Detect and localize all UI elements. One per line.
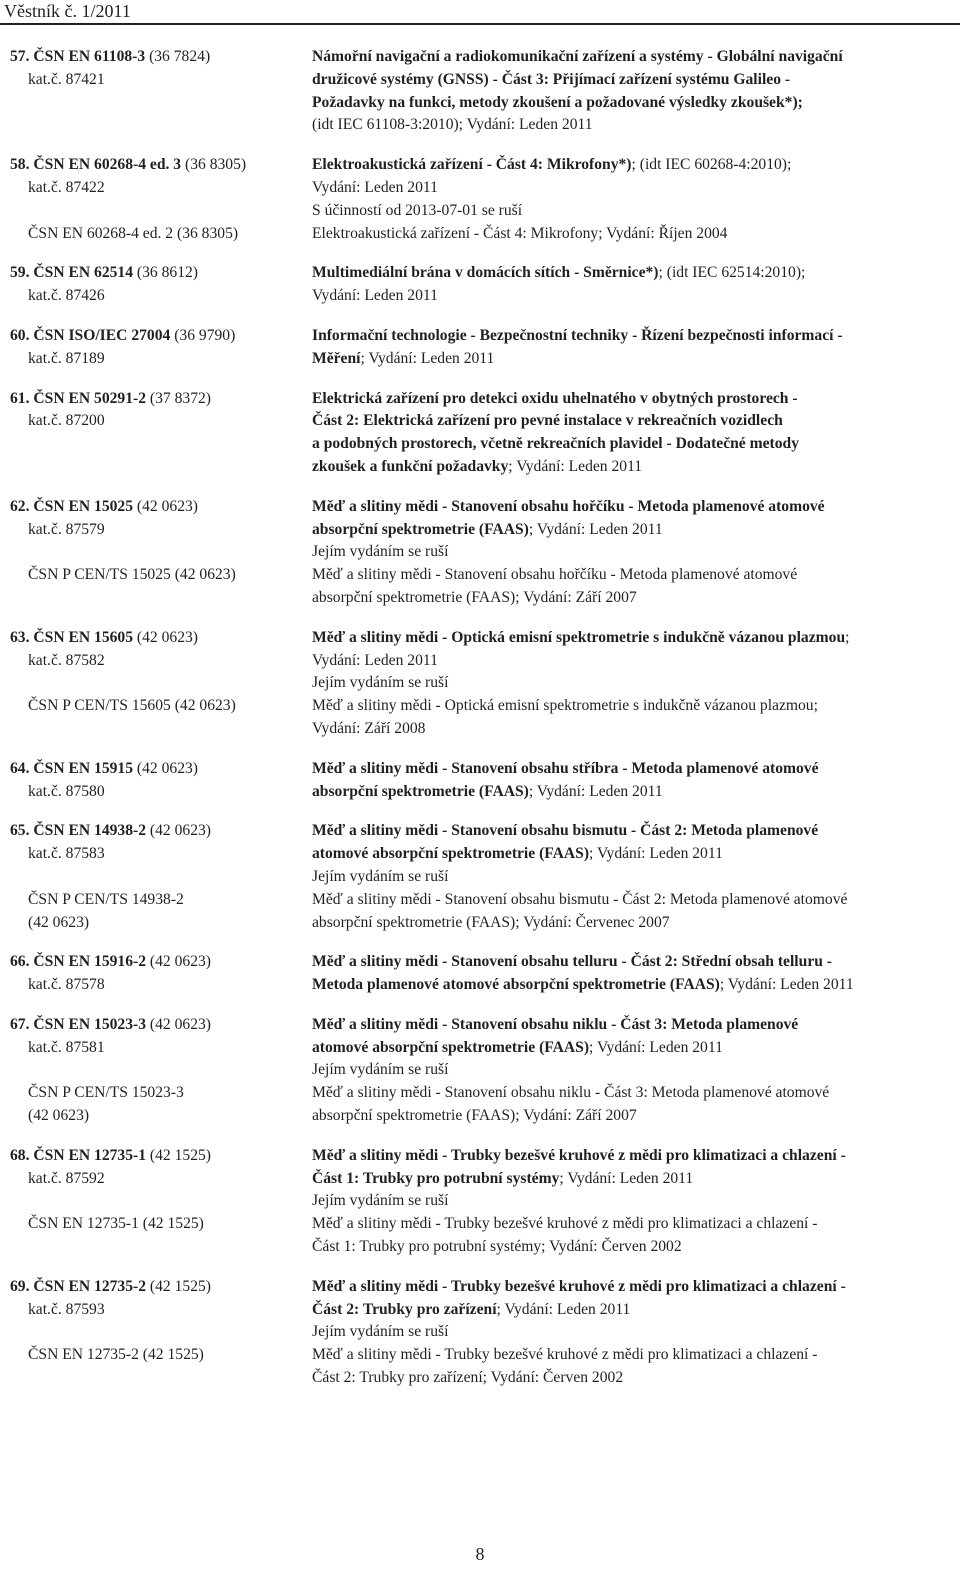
entry-line bbox=[0, 974, 960, 997]
title-rest: Jejím vydáním se ruší bbox=[312, 867, 449, 885]
title-rest: ; (idt IEC 60268-4:2010); bbox=[631, 156, 792, 174]
entry-title bbox=[312, 587, 952, 610]
entry-designation bbox=[0, 46, 312, 69]
entry-designation bbox=[0, 519, 312, 542]
entry-title bbox=[312, 781, 952, 804]
standard-entry bbox=[0, 388, 960, 479]
title-rest: Jejím vydáním se ruší bbox=[312, 543, 449, 561]
entry-designation bbox=[0, 1014, 312, 1037]
title-rest: Jejím vydáním se ruší bbox=[312, 1323, 449, 1341]
designation-rest: (42 1525) bbox=[146, 1277, 211, 1295]
entry-designation bbox=[0, 1037, 312, 1060]
title-bold: absorpční spektrometrie (FAAS) bbox=[312, 520, 529, 538]
title-rest: ; Vydání: Leden 2011 bbox=[508, 457, 643, 475]
designation-rest: kat.č. 87593 bbox=[28, 1300, 105, 1318]
entry-designation bbox=[0, 1299, 312, 1322]
designation-rest: (42 0623) bbox=[146, 953, 211, 971]
entry-designation bbox=[0, 1168, 312, 1191]
entry-designation bbox=[0, 695, 312, 718]
designation-bold: 57. ČSN EN 61108-3 bbox=[10, 48, 146, 65]
designation-rest: kat.č. 87592 bbox=[28, 1169, 105, 1187]
entry-line bbox=[0, 410, 960, 433]
entry-line bbox=[0, 154, 960, 177]
entry-designation bbox=[0, 672, 312, 695]
standard-entry bbox=[0, 1145, 960, 1259]
entry-designation bbox=[0, 889, 312, 912]
designation-rest: ČSN P CEN/TS 15605 (42 0623) bbox=[28, 697, 236, 715]
standard-entry bbox=[0, 820, 960, 934]
designation-bold: 63. ČSN EN 15605 bbox=[10, 628, 134, 646]
designation-rest: (42 0623) bbox=[133, 497, 198, 515]
title-rest: Vydání: Leden 2011 bbox=[312, 651, 438, 669]
entry-title bbox=[312, 1344, 952, 1367]
entry-title bbox=[312, 1236, 952, 1259]
entry-title bbox=[312, 456, 952, 479]
title-bold: Měď a slitiny mědi - Stanovení obsahu niklu - Část 3: Metoda plamenové bbox=[312, 1015, 799, 1033]
title-bold: Část 2: Elektrická zařízení pro pevné instalace v rekreačních vozidlech bbox=[312, 412, 783, 430]
title-rest: S účinností od 2013-07-01 se ruší bbox=[312, 201, 523, 219]
entry-title bbox=[312, 866, 952, 889]
entry-line bbox=[0, 388, 960, 411]
designation-rest: kat.č. 87579 bbox=[28, 520, 105, 538]
title-bold: Elektroakustická zařízení - Část 4: Mikrofony*) bbox=[312, 156, 632, 174]
standard-entry bbox=[0, 496, 960, 610]
title-bold: Měď a slitiny mědi - Stanovení obsahu stříbra - Metoda plamenové atomové bbox=[312, 759, 819, 777]
entry-designation bbox=[0, 325, 312, 348]
title-rest: absorpční spektrometrie (FAAS); Vydání: Září 2007 bbox=[312, 1107, 637, 1125]
designation-bold: 60. ČSN ISO/IEC 27004 bbox=[10, 326, 171, 344]
entry-title bbox=[312, 1213, 952, 1236]
title-rest: Měď a slitiny mědi - Trubky bezešvé kruhové z mědi pro klimatizaci a chlazení - bbox=[312, 1346, 818, 1364]
entry-designation bbox=[0, 1367, 312, 1390]
designation-bold: 68. ČSN EN 12735-1 bbox=[10, 1146, 147, 1164]
standards-list bbox=[0, 46, 960, 1407]
title-rest: ; Vydání: Leden 2011 bbox=[589, 845, 723, 863]
entry-designation bbox=[0, 627, 312, 650]
entry-line bbox=[0, 1168, 960, 1191]
designation-rest: ČSN EN 12735-2 (42 1525) bbox=[28, 1346, 204, 1364]
entry-title bbox=[312, 92, 952, 115]
designation-bold: 59. ČSN EN 62514 bbox=[10, 264, 134, 282]
entry-title bbox=[312, 951, 952, 974]
entry-line bbox=[0, 456, 960, 479]
entry-title bbox=[312, 843, 952, 866]
entry-designation bbox=[0, 587, 312, 610]
entry-designation bbox=[0, 564, 312, 587]
title-bold: Metoda plamenové atomové absorpční spektrometrie (FAAS) bbox=[312, 976, 720, 994]
entry-designation bbox=[0, 974, 312, 997]
entry-line bbox=[0, 519, 960, 542]
entry-title bbox=[312, 388, 952, 411]
entry-title bbox=[312, 1037, 952, 1060]
designation-rest: kat.č. 87200 bbox=[28, 412, 105, 430]
designation-rest: ČSN P CEN/TS 15025 (42 0623) bbox=[28, 566, 236, 584]
entry-designation bbox=[0, 1344, 312, 1367]
entry-designation bbox=[0, 496, 312, 519]
title-rest: ; Vydání: Leden 2011 bbox=[719, 976, 854, 994]
entry-title bbox=[312, 758, 952, 781]
standard-entry bbox=[0, 154, 960, 245]
title-bold: Měď a slitiny mědi - Stanovení obsahu hořčíku - Metoda plamenové atomové bbox=[312, 497, 825, 515]
entry-line bbox=[0, 541, 960, 564]
entry-line bbox=[0, 1367, 960, 1390]
entry-line bbox=[0, 1344, 960, 1367]
title-rest: ; Vydání: Leden 2011 bbox=[589, 1038, 723, 1056]
title-bold: Měď a slitiny mědi - Stanovení obsahu telluru - Část 2: Střední obsah telluru - bbox=[312, 953, 832, 971]
designation-rest: kat.č. 87582 bbox=[28, 651, 105, 669]
page-number: 8 bbox=[475, 1544, 485, 1564]
entry-designation bbox=[0, 820, 312, 843]
designation-bold: 66. ČSN EN 15916-2 bbox=[10, 953, 147, 971]
title-rest: Měď a slitiny mědi - Stanovení obsahu hořčíku - Metoda plamenové atomové bbox=[312, 566, 798, 584]
designation-rest: (36 7824) bbox=[145, 48, 211, 65]
entry-title bbox=[312, 1105, 952, 1128]
title-bold: Požadavky na funkci, metody zkoušení a požadované výsledky zkoušek*); bbox=[312, 93, 803, 111]
entry-line bbox=[0, 672, 960, 695]
entry-line bbox=[0, 627, 960, 650]
designation-rest: (42 1525) bbox=[146, 1146, 211, 1164]
entry-title bbox=[312, 1014, 952, 1037]
entry-title bbox=[312, 1299, 952, 1322]
title-bold: Část 2: Trubky pro zařízení bbox=[312, 1300, 497, 1318]
entry-line bbox=[0, 1190, 960, 1213]
entry-line bbox=[0, 262, 960, 285]
entry-designation bbox=[0, 1236, 312, 1259]
entry-title bbox=[312, 325, 952, 348]
designation-rest: (42 0623) bbox=[28, 913, 90, 931]
entry-designation bbox=[0, 758, 312, 781]
designation-bold: 61. ČSN EN 50291-2 bbox=[10, 389, 147, 407]
designation-rest: ČSN EN 12735-1 (42 1525) bbox=[28, 1215, 204, 1233]
entry-designation bbox=[0, 1190, 312, 1213]
entry-designation bbox=[0, 541, 312, 564]
designation-bold: 64. ČSN EN 15915 bbox=[10, 759, 134, 777]
entry-title bbox=[312, 223, 952, 246]
entry-designation bbox=[0, 223, 312, 246]
title-rest: Část 2: Trubky pro zařízení; Vydání: Červen 2002 bbox=[312, 1369, 624, 1387]
entry-title bbox=[312, 46, 952, 69]
entry-designation bbox=[0, 866, 312, 889]
entry-designation bbox=[0, 912, 312, 935]
entry-designation bbox=[0, 433, 312, 456]
entry-line bbox=[0, 46, 960, 69]
designation-bold: 58. ČSN EN 60268-4 ed. 3 bbox=[10, 156, 182, 174]
title-bold: Multimediální brána v domácích sítích - Směrnice*) bbox=[312, 264, 659, 282]
title-rest: Vydání: Leden 2011 bbox=[312, 178, 438, 196]
title-bold: atomové absorpční spektrometrie (FAAS) bbox=[312, 845, 590, 863]
title-rest: Jejím vydáním se ruší bbox=[312, 1192, 449, 1210]
title-rest: ; Vydání: Leden 2011 bbox=[528, 520, 663, 538]
entry-designation bbox=[0, 69, 312, 92]
designation-rest: (36 9790) bbox=[170, 326, 236, 344]
entry-line bbox=[0, 820, 960, 843]
title-rest: Měď a slitiny mědi - Stanovení obsahu bismutu - Část 2: Metoda plamenové atomové bbox=[312, 890, 848, 908]
title-rest: Měď a slitiny mědi - Trubky bezešvé kruhové z mědi pro klimatizaci a chlazení - bbox=[312, 1215, 818, 1233]
entry-title bbox=[312, 496, 952, 519]
designation-rest: (42 0623) bbox=[133, 759, 198, 777]
entry-designation bbox=[0, 92, 312, 115]
designation-rest: ČSN EN 60268-4 ed. 2 (36 8305) bbox=[28, 224, 239, 242]
title-rest: absorpční spektrometrie (FAAS); Vydání: Září 2007 bbox=[312, 588, 637, 606]
entry-title bbox=[312, 1059, 952, 1082]
entry-title bbox=[312, 1082, 952, 1105]
entry-title bbox=[312, 672, 952, 695]
entry-title bbox=[312, 889, 952, 912]
entry-designation bbox=[0, 1321, 312, 1344]
entry-title bbox=[312, 650, 952, 673]
entry-line bbox=[0, 781, 960, 804]
entry-title bbox=[312, 154, 952, 177]
designation-bold: 69. ČSN EN 12735-2 bbox=[10, 1277, 147, 1295]
entry-line bbox=[0, 889, 960, 912]
title-rest: absorpční spektrometrie (FAAS); Vydání: Červenec 2007 bbox=[312, 913, 670, 931]
standard-entry bbox=[0, 325, 960, 371]
header-rule bbox=[0, 23, 960, 25]
title-rest: Měď a slitiny mědi - Stanovení obsahu niklu - Část 3: Metoda plamenové atomové bbox=[312, 1084, 830, 1102]
entry-line bbox=[0, 758, 960, 781]
entry-designation bbox=[0, 843, 312, 866]
designation-rest: (42 0623) bbox=[146, 822, 211, 840]
entry-title bbox=[312, 912, 952, 935]
entry-line bbox=[0, 1145, 960, 1168]
designation-rest: kat.č. 87426 bbox=[28, 287, 105, 305]
entry-designation bbox=[0, 262, 312, 285]
title-bold: Námořní navigační a radiokomunikační zařízení a systémy - Globální navigační bbox=[312, 48, 843, 65]
entry-line bbox=[0, 1105, 960, 1128]
title-bold: Elektrická zařízení pro detekci oxidu uhelnatého v obytných prostorech - bbox=[312, 389, 798, 407]
entry-title bbox=[312, 1276, 952, 1299]
entry-title bbox=[312, 1145, 952, 1168]
title-rest: ; bbox=[845, 628, 850, 646]
entry-designation bbox=[0, 1105, 312, 1128]
entry-designation bbox=[0, 1059, 312, 1082]
title-bold: Měď a slitiny mědi - Trubky bezešvé kruhové z mědi pro klimatizaci a chlazení - bbox=[312, 1146, 846, 1164]
title-bold: Měď a slitiny mědi - Stanovení obsahu bismutu - Část 2: Metoda plamenové bbox=[312, 822, 819, 840]
title-rest: Jejím vydáním se ruší bbox=[312, 1061, 449, 1079]
entry-designation bbox=[0, 154, 312, 177]
designation-rest: kat.č. 87581 bbox=[28, 1038, 105, 1056]
entry-line bbox=[0, 433, 960, 456]
entry-designation bbox=[0, 410, 312, 433]
entry-designation bbox=[0, 1082, 312, 1105]
entry-title bbox=[312, 433, 952, 456]
designation-rest: kat.č. 87421 bbox=[28, 70, 105, 88]
entry-designation bbox=[0, 456, 312, 479]
entry-designation bbox=[0, 200, 312, 223]
title-bold: a podobných prostorech, včetně rekreačních plavidel - Dodatečné metody bbox=[312, 435, 799, 453]
entry-title bbox=[312, 200, 952, 223]
entry-designation bbox=[0, 1145, 312, 1168]
entry-title bbox=[312, 519, 952, 542]
entry-title bbox=[312, 627, 952, 650]
entry-line bbox=[0, 114, 960, 137]
title-rest: ; (idt IEC 62514:2010); bbox=[658, 264, 806, 282]
designation-rest: (42 0623) bbox=[133, 628, 198, 646]
entry-line bbox=[0, 348, 960, 371]
entry-line bbox=[0, 1059, 960, 1082]
designation-bold: 67. ČSN EN 15023-3 bbox=[10, 1015, 147, 1033]
entry-line bbox=[0, 1321, 960, 1344]
entry-title bbox=[312, 348, 952, 371]
entry-line bbox=[0, 1213, 960, 1236]
entry-line bbox=[0, 496, 960, 519]
entry-line bbox=[0, 1299, 960, 1322]
title-bold: Informační technologie - Bezpečnostní techniky - Řízení bezpečnosti informací - bbox=[312, 326, 843, 344]
designation-rest: kat.č. 87189 bbox=[28, 349, 105, 367]
designation-rest: (36 8305) bbox=[181, 156, 247, 174]
standard-entry bbox=[0, 758, 960, 804]
entry-title bbox=[312, 1190, 952, 1213]
designation-rest: kat.č. 87583 bbox=[28, 845, 105, 863]
entry-line bbox=[0, 200, 960, 223]
title-bold: Měď a slitiny mědi - Optická emisní spektrometrie s indukčně vázanou plazmou bbox=[312, 628, 846, 646]
entry-line bbox=[0, 92, 960, 115]
standard-entry bbox=[0, 1014, 960, 1128]
title-bold: družicové systémy (GNSS) - Část 3: Přijímací zařízení systému Galileo - bbox=[312, 70, 791, 88]
entry-designation bbox=[0, 1276, 312, 1299]
entry-title bbox=[312, 285, 952, 308]
designation-rest: (36 8612) bbox=[133, 264, 198, 282]
entry-designation bbox=[0, 1213, 312, 1236]
title-rest: (idt IEC 61108-3:2010); Vydání: Leden 2011 bbox=[312, 116, 593, 134]
title-rest: ; Vydání: Leden 2011 bbox=[360, 349, 495, 367]
entry-title bbox=[312, 1168, 952, 1191]
entry-line bbox=[0, 1236, 960, 1259]
entry-line bbox=[0, 866, 960, 889]
title-rest: Vydání: Leden 2011 bbox=[312, 287, 438, 305]
entry-designation bbox=[0, 718, 312, 741]
title-rest: ; Vydání: Leden 2011 bbox=[528, 782, 663, 800]
title-rest: Elektroakustická zařízení - Část 4: Mikrofony; Vydání: Říjen 2004 bbox=[312, 224, 728, 242]
title-bold: absorpční spektrometrie (FAAS) bbox=[312, 782, 529, 800]
entry-line bbox=[0, 587, 960, 610]
page-header-title: Věstník č. 1/2011 bbox=[4, 1, 131, 21]
entry-line bbox=[0, 177, 960, 200]
title-rest: ; Vydání: Leden 2011 bbox=[559, 1169, 694, 1187]
standard-entry bbox=[0, 951, 960, 997]
designation-rest: kat.č. 87578 bbox=[28, 976, 105, 994]
title-bold: Měření bbox=[312, 349, 361, 367]
entry-title bbox=[312, 695, 952, 718]
entry-line bbox=[0, 223, 960, 246]
entry-title bbox=[312, 1321, 952, 1344]
standard-entry bbox=[0, 1276, 960, 1390]
entry-line bbox=[0, 718, 960, 741]
standard-entry bbox=[0, 627, 960, 741]
designation-bold: 62. ČSN EN 15025 bbox=[10, 497, 134, 515]
entry-title bbox=[312, 718, 952, 741]
entry-title bbox=[312, 177, 952, 200]
standard-entry bbox=[0, 262, 960, 308]
entry-title bbox=[312, 1367, 952, 1390]
designation-rest: kat.č. 87422 bbox=[28, 178, 105, 196]
title-rest: Vydání: Září 2008 bbox=[312, 719, 426, 737]
title-bold: atomové absorpční spektrometrie (FAAS) bbox=[312, 1038, 590, 1056]
title-bold: Měď a slitiny mědi - Trubky bezešvé kruhové z mědi pro klimatizaci a chlazení - bbox=[312, 1277, 846, 1295]
entry-title bbox=[312, 262, 952, 285]
entry-title bbox=[312, 114, 952, 137]
entry-line bbox=[0, 564, 960, 587]
entry-line bbox=[0, 912, 960, 935]
entry-line bbox=[0, 325, 960, 348]
entry-line bbox=[0, 1082, 960, 1105]
entry-line bbox=[0, 1014, 960, 1037]
entry-line bbox=[0, 285, 960, 308]
designation-bold: 65. ČSN EN 14938-2 bbox=[10, 822, 147, 840]
entry-designation bbox=[0, 285, 312, 308]
designation-rest: kat.č. 87580 bbox=[28, 782, 105, 800]
entry-designation bbox=[0, 177, 312, 200]
entry-line bbox=[0, 1276, 960, 1299]
title-rest: ; Vydání: Leden 2011 bbox=[496, 1300, 631, 1318]
entry-line bbox=[0, 951, 960, 974]
entry-title bbox=[312, 541, 952, 564]
entry-line bbox=[0, 69, 960, 92]
designation-rest: (42 0623) bbox=[146, 1015, 211, 1033]
entry-title bbox=[312, 564, 952, 587]
designation-rest: ČSN P CEN/TS 14938-2 bbox=[28, 890, 184, 908]
entry-title bbox=[312, 974, 952, 997]
designation-rest: ČSN P CEN/TS 15023-3 bbox=[28, 1084, 184, 1102]
title-bold: Část 1: Trubky pro potrubní systémy bbox=[312, 1169, 560, 1187]
entry-designation bbox=[0, 951, 312, 974]
entry-line bbox=[0, 695, 960, 718]
title-rest: Měď a slitiny mědi - Optická emisní spektrometrie s indukčně vázanou plazmou; bbox=[312, 697, 818, 715]
entry-line bbox=[0, 1037, 960, 1060]
designation-rest: (42 0623) bbox=[28, 1107, 90, 1125]
entry-designation bbox=[0, 348, 312, 371]
designation-rest: (37 8372) bbox=[146, 389, 211, 407]
entry-designation bbox=[0, 650, 312, 673]
entry-designation bbox=[0, 781, 312, 804]
standard-entry bbox=[0, 46, 960, 137]
entry-line bbox=[0, 843, 960, 866]
title-rest: Jejím vydáním se ruší bbox=[312, 674, 449, 692]
entry-line bbox=[0, 650, 960, 673]
entry-designation bbox=[0, 388, 312, 411]
title-bold: zkoušek a funkční požadavky bbox=[312, 457, 509, 475]
title-rest: Část 1: Trubky pro potrubní systémy; Vydání: Červen 2002 bbox=[312, 1238, 682, 1256]
entry-title bbox=[312, 69, 952, 92]
entry-title bbox=[312, 820, 952, 843]
entry-designation bbox=[0, 114, 312, 137]
entry-title bbox=[312, 410, 952, 433]
